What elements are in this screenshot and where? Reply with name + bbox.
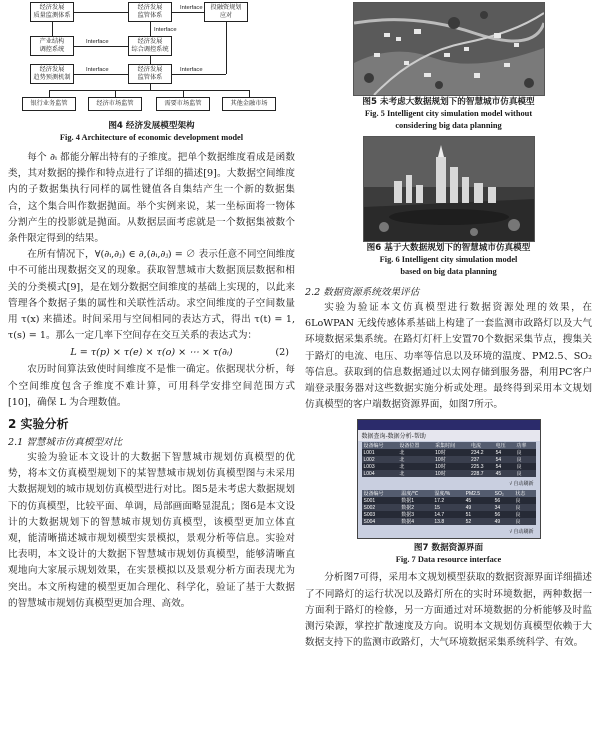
table-cell: 45	[494, 470, 515, 477]
environment-row[interactable]	[362, 497, 536, 504]
table-cell: 良	[515, 456, 536, 463]
table-cell: 良	[513, 511, 535, 518]
table-cell: 数据1	[399, 497, 432, 504]
table-cell: 54	[494, 463, 515, 470]
streetlight-row[interactable]	[362, 456, 536, 463]
table-cell: 良	[513, 504, 535, 511]
table-header-row	[362, 490, 536, 497]
diagram-box-supervision-bottom: 经济发展 监管体系	[128, 64, 172, 84]
diagram-connector	[74, 12, 128, 13]
table-header-row	[362, 442, 536, 449]
paragraph: 农历时间算法致使时间维度不是惟一确定。依据现状分析，每个空间维度包含子维度不难计算，可用科学安排空间范围方式[10]，确保 L 为合理数值。	[8, 364, 295, 408]
column-header: 设备编号	[362, 442, 398, 449]
table-cell: 北	[397, 456, 433, 463]
table-cell: 北	[397, 449, 433, 456]
environment-row[interactable]	[362, 518, 536, 525]
environment-row[interactable]	[362, 511, 536, 518]
equation-number: (2)	[275, 347, 289, 359]
interface-label: Interface	[180, 67, 203, 73]
table-cell: 49	[464, 504, 493, 511]
subsection-heading: 2.1 智慧城市仿真模型对比	[8, 437, 123, 449]
diagram-box-bank-supervision: 银行业务监管	[22, 97, 76, 111]
table-cell: S004	[362, 518, 400, 525]
figure-6-caption-cn: 图6 基于大数据规划下的智慧城市仿真模型	[366, 243, 531, 253]
paragraph: 分析图7可得，采用本文规划模型获取的数据资源界面详细描述了不同路灯的运行状况以及路灯所在的实时环境数据，两种数据一方面利于路灯的检修，另一方面通过对环境数据的分析能够及时监测污染源，掌控扩散速度及方向。说明本文规划仿真模型依赖于大数据支持下的监测市政路灯，大气环境数据采集系统科学、有效。	[305, 572, 592, 649]
figure-5-caption-en: Fig. 5 Intelligent city simulation model without	[364, 109, 533, 118]
diagram-box-demand-supervision: 需要市场监管	[156, 97, 210, 111]
environment-row[interactable]	[362, 504, 536, 511]
table-cell: 234.2	[469, 449, 494, 456]
streetlight-row[interactable]	[362, 463, 536, 470]
figure-6-caption-en: Fig. 6 Intelligent city simulation model	[379, 255, 518, 264]
diagram-connector	[49, 90, 249, 91]
equation-2	[8, 344, 295, 362]
figure-7-caption-cn: 图7 数据资源界面	[413, 543, 484, 554]
column-header: 设备编号	[362, 490, 400, 497]
data-resource-screenshot	[357, 419, 541, 539]
table-cell: S003	[362, 511, 400, 518]
diagram-connector	[52, 22, 53, 36]
column-header: 电压	[494, 442, 515, 449]
table-cell: 良	[515, 463, 536, 470]
figure-7-caption-en: Fig. 7 Data resource interface	[395, 555, 502, 565]
table-cell: S002	[362, 504, 400, 511]
auto-refresh-checkbox[interactable]: √ 自动刷新	[509, 529, 534, 536]
section-heading: 2 实验分析	[8, 417, 69, 432]
table-cell: 10时	[433, 456, 469, 463]
interface-label: Interface	[86, 39, 109, 45]
table-cell: 13.8	[432, 518, 463, 525]
column-header: 设备位置	[397, 442, 433, 449]
paragraph: 实验为验证本文仿真模型进行数据资源处理的效果，在 6LoWPAN 无线传感体系基础上构建了一套监测市政路灯以及大气环境数据采集系统。在路灯灯杆上安置70个数据采集节点，搜集关于路灯的电流、电压、功率等信息以及环境的温度、PM2.5、SO₂等信息。获取到的信息数据通过以太网存储到服务器，利用PC客户端登录服务器对这些数据实施分析或处理。最终得到采用本文规划仿真模型的客户端数据资源界面，如图7所示。	[305, 302, 592, 411]
table-cell: 14.7	[432, 511, 463, 518]
paragraph: 每个 ∂ᵢ 都能分解出特有的子维度。把单个数据维度看成是函数类，其对数据的操作和特点进行了详细的描述[9]。大数据空间维度内的子数据集执行同样的属性键值各自集结产生一个新的数据集合，这个集合叫作数据抛面。举个实例来说，某一坐标面将一物体分割产生的投影就是抛面。从数据层面考虑就是一个数据集被数个条件限定得到的结果。	[8, 152, 295, 245]
column-header: PM2.5	[464, 490, 493, 497]
table-cell: 54	[494, 456, 515, 463]
table-cell: 数据3	[399, 511, 432, 518]
table-cell: 56	[493, 497, 514, 504]
table-cell: 34	[493, 504, 514, 511]
table-cell: 225.3	[469, 463, 494, 470]
table-cell: 17.2	[432, 497, 463, 504]
diagram-connector	[115, 90, 116, 97]
diagram-connector	[249, 90, 250, 97]
table-cell: 数据4	[399, 518, 432, 525]
window-toolbar	[358, 420, 540, 430]
diagram-connector	[49, 90, 50, 97]
table-cell: 良	[513, 518, 535, 525]
diagram-box-quality-monitoring: 经济发展 质量监测体系	[30, 2, 74, 22]
diagram-connector	[226, 22, 227, 74]
subsection-heading: 2.2 数据资源系统效果评估	[305, 287, 420, 298]
streetlight-table	[362, 442, 536, 477]
table-cell: S001	[362, 497, 400, 504]
figure-5-caption-en-line2: considering big data planning	[395, 121, 502, 130]
column-header: 温度/℃	[399, 490, 432, 497]
streetlight-row[interactable]	[362, 470, 536, 477]
diagram-connector	[183, 90, 184, 97]
table-cell: 数据2	[399, 504, 432, 511]
table-cell: 49	[493, 518, 514, 525]
diagram-connector	[74, 46, 128, 47]
table-cell: L004	[362, 470, 398, 477]
table-cell: 52	[464, 518, 493, 525]
economic-architecture-diagram	[8, 0, 295, 120]
figure-5-image	[353, 2, 545, 96]
auto-refresh-checkbox[interactable]: √ 自动刷新	[509, 481, 534, 488]
table-cell: 10时	[433, 449, 469, 456]
paragraph: 实验为验证本文设计的大数据下智慧城市规划仿真模型的优势，将本文仿真模型规划下的某智慧城市规划仿真模型图与未采用大数据规划的城市规划仿真模型进行对比。图5是未考虑大数据规划下的仿真模型，比较平面、单调，局部画面略显混乱；图6是本文设计的大数据规划下的智慧城市规划仿真模型，该模型更加立体直观，能清晰描述城市规划模型实景模拟，景观分析等信息。实验对比表明，本文设计的大数据下智慧城市规划仿真模型，能够清晰直观地向大家展示规划效果，在实景模拟以及景观分析方面表现尤为突出。本文所构建的模型更加合理化、科学化，验证了基于大数据的智慧城市规划仿真模型更加合理、高效。	[8, 452, 295, 609]
table-cell: 良	[513, 497, 535, 504]
figure-5-caption-cn: 图5 未考虑大数据规划下的智慧城市仿真模型	[362, 97, 535, 107]
diagram-connector	[150, 22, 151, 36]
table-cell: 良	[515, 470, 536, 477]
diagram-box-market-supervision: 经济市场监管	[88, 97, 142, 111]
table-cell: 228.7	[469, 470, 494, 477]
interface-label: Interface	[86, 67, 109, 73]
table-cell: 10时	[433, 463, 469, 470]
column-header: 电流	[469, 442, 494, 449]
window-menu-title: 数据查询-数据分析-帮助	[358, 430, 540, 441]
diagram-box-investment: 投融资规划 应对	[204, 2, 248, 22]
diagram-box-industry-control: 产业结构 调控系统	[30, 36, 74, 56]
figure-6-caption-en-line2: based on big data planning	[400, 267, 497, 276]
diagram-connector	[74, 74, 128, 75]
table-cell: 56	[493, 511, 514, 518]
table-cell: 45	[464, 497, 493, 504]
column-header: SO₂	[493, 490, 514, 497]
column-header: 状态	[513, 490, 535, 497]
paragraph: 在所有情况下，∀(∂ᵢ,∂ⱼ) ∈ ∂,(∂ᵢ,∂ⱼ) = ∅ 表示任意不同空间维度中不可能出现数据交叉的现象。获取智慧城市大数据顶层数据和相关的分类模式[9]，是在划分数据空间维度的基础上实现的，以此来管理各个数据子集的属性和关联性活动。求空间维度的子空间数量用 τ(x) 来描述。时间采用与空间相同的表达方式，得出 τ(t) = 1, τ(s) = 1。那么一定几率下空间存在交互关系的表达式为：	[8, 249, 295, 342]
diagram-box-other-finance: 其他金融市场	[222, 97, 276, 111]
column-header: 采集时间	[433, 442, 469, 449]
diagram-box-supervision-top: 经济发展 监管体系	[128, 2, 172, 22]
table-cell: 北	[397, 470, 433, 477]
table-cell: 15	[432, 504, 463, 511]
diagram-connector	[150, 56, 151, 64]
table-cell: 51	[464, 511, 493, 518]
table-cell: L001	[362, 449, 398, 456]
figure-4-caption-en: Fig. 4 Architecture of economic development model	[59, 133, 244, 142]
streetlight-row[interactable]	[362, 449, 536, 456]
table-cell: L002	[362, 456, 398, 463]
table-cell: 北	[397, 463, 433, 470]
diagram-box-trend-forecast: 经济发展 趋势预测机制	[30, 64, 74, 84]
table-cell: 54	[494, 449, 515, 456]
column-header: 功率	[515, 442, 536, 449]
interface-label: Interface	[154, 27, 177, 33]
diagram-connector	[172, 12, 204, 13]
figure-6-image	[363, 136, 535, 242]
table-cell: L003	[362, 463, 398, 470]
table-cell: 10时	[433, 470, 469, 477]
interface-label: Interface	[180, 5, 203, 11]
environment-table	[362, 490, 536, 525]
column-header: 湿度/%	[432, 490, 463, 497]
figure-4-caption-cn: 图4 经济发展模型架构	[108, 121, 195, 131]
diagram-connector	[172, 74, 226, 75]
equation-text: L = τ(p) × τ(e) × τ(o) × ⋯ × τ(∂ᵢ)	[70, 347, 233, 359]
diagram-box-comprehensive-control: 经济发展 综合调控系统	[128, 36, 172, 56]
table-cell: 良	[515, 449, 536, 456]
table-cell: 237	[469, 456, 494, 463]
